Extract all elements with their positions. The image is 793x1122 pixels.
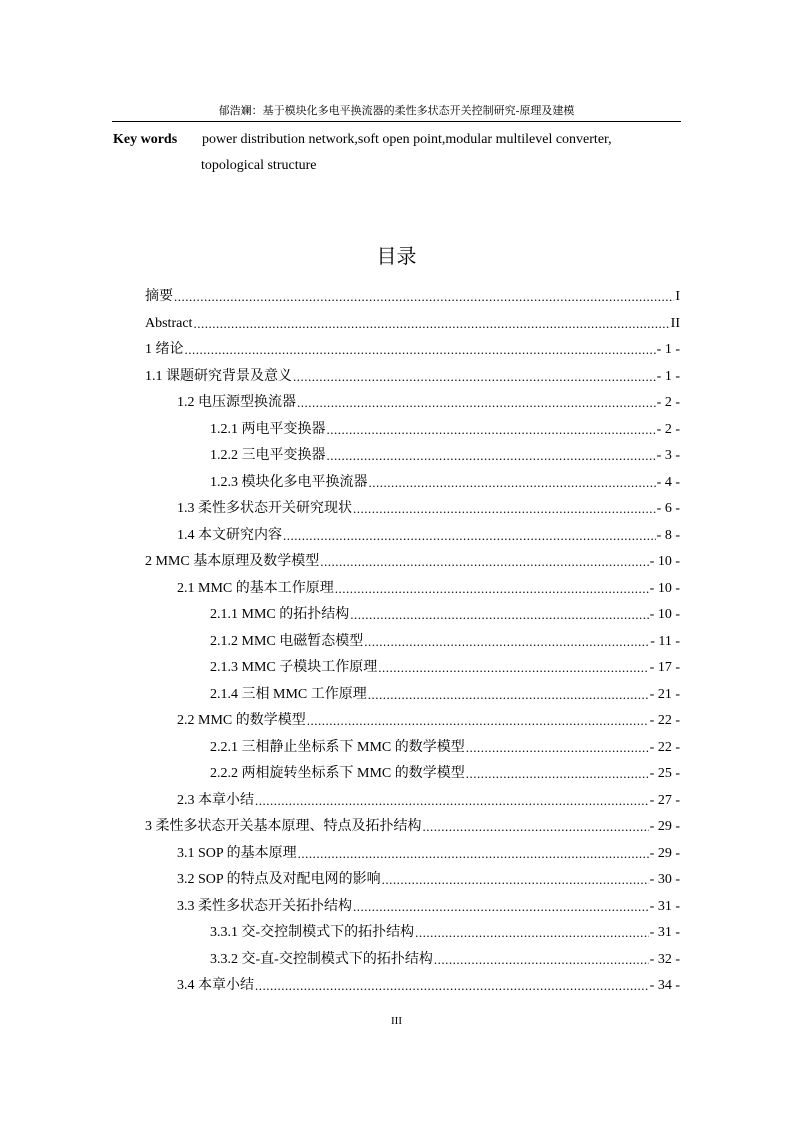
- running-header: 郁浩斓：基于模块化多电平换流器的柔性多状态开关控制研究-原理及建模: [218, 105, 575, 117]
- toc-entry-page: - 2 -: [656, 422, 680, 437]
- toc-entry-title: 2.1 MMC 的基本工作原理: [177, 581, 334, 596]
- toc-leader-dots: [255, 977, 649, 995]
- toc-entry[interactable]: [177, 710, 680, 730]
- toc-entry-page: - 10 -: [649, 607, 680, 622]
- toc-leader-dots: [368, 686, 649, 704]
- toc-entry-title: 3.2 SOP 的特点及对配电网的影响: [177, 872, 381, 887]
- toc-entry-title: 2.2 MMC 的数学模型: [177, 713, 306, 728]
- toc-entry-page: - 10 -: [649, 581, 680, 596]
- toc-entry-page: - 17 -: [649, 660, 680, 675]
- toc-entry-title: 1.3 柔性多状态开关研究现状: [177, 501, 352, 516]
- toc-leader-dots: [283, 527, 656, 545]
- toc-entry-title: 1.2.1 两电平变换器: [210, 422, 326, 437]
- page-number: III: [391, 1015, 402, 1027]
- toc-leader-dots: [255, 792, 649, 810]
- toc-entry-page: - 22 -: [649, 740, 680, 755]
- toc-entry[interactable]: [210, 631, 680, 651]
- toc-entry-page: - 1 -: [656, 369, 680, 384]
- toc-entry-page: - 8 -: [656, 528, 680, 543]
- toc-entry-page: - 4 -: [656, 475, 680, 490]
- toc-entry-title: 1.2 电压源型换流器: [177, 395, 296, 410]
- header-rule: [112, 121, 681, 122]
- toc-title: 目录: [376, 244, 417, 268]
- toc-entry-title: 2.2.1 三相静止坐标系下 MMC 的数学模型: [210, 740, 465, 755]
- toc-entry-page: - 29 -: [649, 846, 680, 861]
- toc-entry-title: 摘要: [145, 289, 173, 304]
- toc-entry[interactable]: [210, 472, 680, 492]
- toc-entry[interactable]: [210, 949, 680, 969]
- toc-entry-title: 2.1.4 三相 MMC 工作原理: [210, 687, 367, 702]
- toc-entry-title: 2.2.2 两相旋转坐标系下 MMC 的数学模型: [210, 766, 465, 781]
- toc-entry[interactable]: [145, 551, 680, 571]
- toc-entry[interactable]: [145, 366, 680, 386]
- toc-entry[interactable]: [177, 896, 680, 916]
- toc-entry-page: - 32 -: [649, 952, 680, 967]
- toc-entry-title: 2.1.2 MMC 电磁暂态模型: [210, 634, 364, 649]
- toc-entry-page: - 34 -: [649, 978, 680, 993]
- toc-entry-page: - 29 -: [649, 819, 680, 834]
- toc-leader-dots: [327, 421, 656, 439]
- toc-leader-dots: [293, 368, 656, 386]
- toc-entry[interactable]: [210, 763, 680, 783]
- toc-leader-dots: [423, 818, 649, 836]
- toc-leader-dots: [335, 580, 649, 598]
- toc-entry[interactable]: [177, 578, 680, 598]
- toc-entry[interactable]: [210, 604, 680, 624]
- toc-entry[interactable]: [210, 445, 680, 465]
- toc-leader-dots: [466, 739, 649, 757]
- toc-entry-title: Abstract: [145, 316, 193, 331]
- toc-leader-dots: [353, 500, 656, 518]
- keywords-line-1: power distribution network,soft open point,modular multilevel converter,: [202, 132, 612, 147]
- toc-leader-dots: [174, 288, 674, 306]
- toc-entry-page: - 11 -: [650, 634, 680, 649]
- toc-entry-page: - 21 -: [649, 687, 680, 702]
- toc-entry-page: - 25 -: [649, 766, 680, 781]
- toc-entry[interactable]: [210, 737, 680, 757]
- toc-leader-dots: [298, 845, 649, 863]
- keywords-label: Key words: [113, 132, 178, 147]
- toc-entry[interactable]: [177, 525, 680, 545]
- toc-entry-title: 3.3.2 交-直-交控制模式下的拓扑结构: [210, 952, 433, 967]
- toc-entry-page: - 2 -: [656, 395, 680, 410]
- toc-entry-page: - 6 -: [656, 501, 680, 516]
- toc-entry[interactable]: [177, 790, 680, 810]
- toc-entry-title: 1.2.2 三电平变换器: [210, 448, 326, 463]
- toc-entry[interactable]: [145, 313, 680, 333]
- keywords-line-2: topological structure: [201, 158, 317, 173]
- toc-entry-page: - 10 -: [649, 554, 680, 569]
- toc-leader-dots: [466, 765, 649, 783]
- toc-entry[interactable]: [210, 657, 680, 677]
- toc-entry-page: - 30 -: [649, 872, 680, 887]
- toc-entry-page: - 3 -: [656, 448, 680, 463]
- toc-entry[interactable]: [145, 816, 680, 836]
- toc-entry-title: 3.4 本章小结: [177, 978, 254, 993]
- toc-entry-title: 1.1 课题研究背景及意义: [145, 369, 292, 384]
- toc-entry[interactable]: [145, 339, 680, 359]
- toc-leader-dots: [382, 871, 649, 889]
- toc-entry-page: II: [670, 316, 680, 331]
- toc-entry-title: 1.4 本文研究内容: [177, 528, 282, 543]
- toc-entry-page: - 31 -: [649, 899, 680, 914]
- toc-entry-title: 2.3 本章小结: [177, 793, 254, 808]
- toc-entry-page: I: [675, 289, 680, 304]
- toc-entry-title: 3 柔性多状态开关基本原理、特点及拓扑结构: [145, 819, 422, 834]
- toc-leader-dots: [434, 951, 649, 969]
- toc-entry-title: 2.1.1 MMC 的拓扑结构: [210, 607, 350, 622]
- toc-leader-dots: [320, 553, 648, 571]
- toc-entry[interactable]: [210, 922, 680, 942]
- toc-leader-dots: [415, 924, 649, 942]
- toc-entry[interactable]: [177, 498, 680, 518]
- toc-entry-title: 3.1 SOP 的基本原理: [177, 846, 297, 861]
- toc-entry-title: 1 绪论: [145, 342, 184, 357]
- toc-entry-page: - 22 -: [649, 713, 680, 728]
- toc-entry[interactable]: [145, 286, 680, 306]
- toc-leader-dots: [353, 898, 649, 916]
- toc-leader-dots: [327, 447, 656, 465]
- toc-leader-dots: [193, 315, 669, 333]
- toc-leader-dots: [378, 659, 648, 677]
- toc-entry-title: 2 MMC 基本原理及数学模型: [145, 554, 320, 569]
- toc-leader-dots: [364, 633, 649, 651]
- toc-leader-dots: [369, 474, 656, 492]
- toc-entry[interactable]: [177, 975, 680, 995]
- toc-leader-dots: [350, 606, 648, 624]
- toc-entry-page: - 1 -: [656, 342, 680, 357]
- toc-entry-page: - 27 -: [649, 793, 680, 808]
- toc-entry-page: - 31 -: [649, 925, 680, 940]
- toc-entry-title: 1.2.3 模块化多电平换流器: [210, 475, 368, 490]
- toc-entry-title: 3.3.1 交-交控制模式下的拓扑结构: [210, 925, 415, 940]
- toc-entry[interactable]: [177, 869, 680, 889]
- toc-leader-dots: [307, 712, 649, 730]
- toc-entry-title: 3.3 柔性多状态开关拓扑结构: [177, 899, 352, 914]
- toc-leader-dots: [297, 394, 656, 412]
- toc-leader-dots: [185, 341, 656, 359]
- toc-entry-title: 2.1.3 MMC 子模块工作原理: [210, 660, 378, 675]
- toc-entry[interactable]: [177, 392, 680, 412]
- toc-entry[interactable]: [210, 419, 680, 439]
- toc-entry[interactable]: [210, 684, 680, 704]
- toc-entry[interactable]: [177, 843, 680, 863]
